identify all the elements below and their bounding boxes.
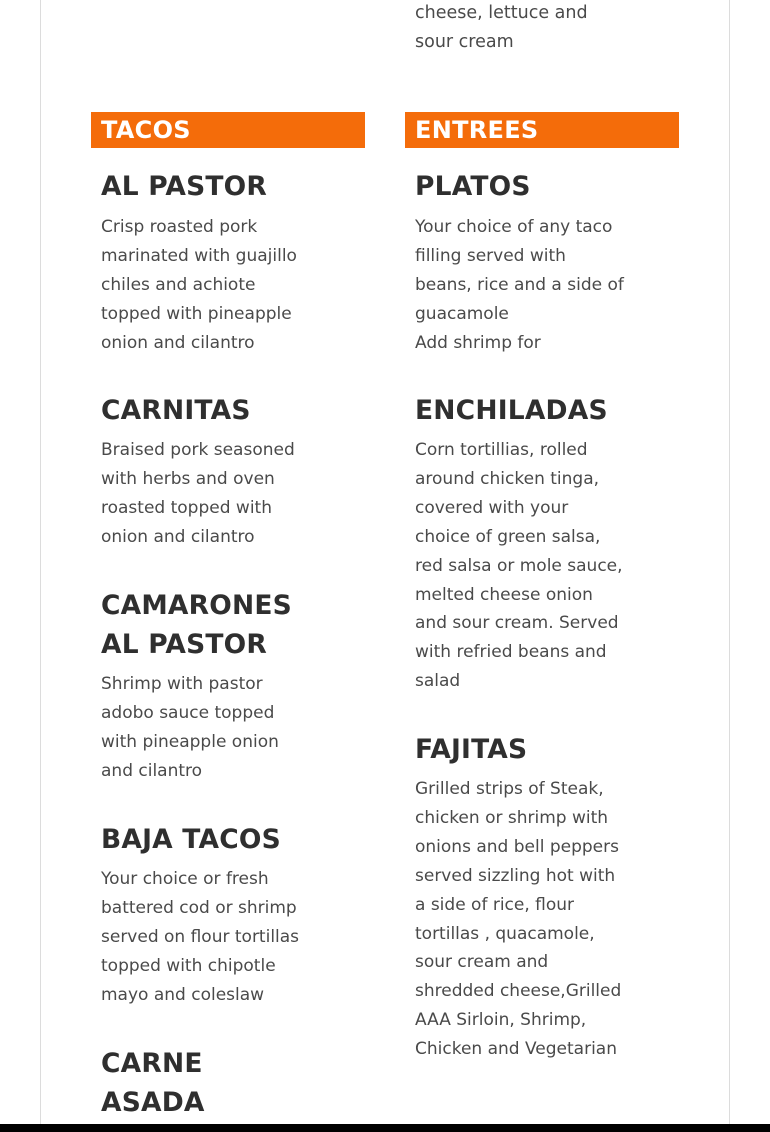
- menu-item-description: Your choice of any taco filling served with beans, rice and a side of guacamole Add shrimp for: [415, 217, 624, 353]
- menu-item-title: AL PASTOR: [101, 171, 268, 202]
- menu-item-title: BAJA TACOS: [101, 824, 281, 855]
- menu-item-title: PLATOS: [415, 171, 531, 202]
- menu-item-description: Shrimp with pastor adobo sauce topped with pineapple onion and cilantro: [101, 674, 279, 781]
- menu-item-description: Braised pork seasoned with herbs and oven roasted topped with onion and cilantro: [101, 440, 295, 547]
- menu-item-title: FAJITAS: [415, 734, 528, 765]
- bottom-bar: [0, 1124, 770, 1132]
- menu-item-description: Crisp roasted pork marinated with guajillo chiles and achiote topped with pineapple onion and cilantro: [101, 217, 297, 353]
- menu-item-description: Grilled strips of Steak, chicken or shrimp with onions and bell peppers served sizzling hot with a side of rice, flour tortillas , quacamole, sour cream and shredded cheese,Grilled AAA Sirloin, Shrimp, Chicken and Vegetarian: [415, 779, 622, 1060]
- previous-item-description: cheese, lettuce and sour cream: [415, 3, 588, 52]
- menu-item-title: ENCHILADAS: [415, 395, 608, 426]
- entrees-section-header: ENTREES: [405, 112, 679, 148]
- menu-item-description: Your choice or fresh battered cod or shrimp served on flour tortillas topped with chipotle mayo and coleslaw: [101, 869, 300, 1005]
- menu-item-title: CARNE ASADA: [101, 1048, 205, 1118]
- tacos-section-header: TACOS: [91, 112, 365, 148]
- page-border-right: [729, 0, 730, 1124]
- menu-item-title: CARNITAS: [101, 395, 251, 426]
- menu-item-title: CAMARONES AL PASTOR: [101, 590, 292, 660]
- page-border-left: [40, 0, 41, 1124]
- menu-item-description: Corn tortillias, rolled around chicken tinga, covered with your choice of green salsa, red salsa or mole sauce, melted cheese onion and sour cream. Served with refried beans and salad: [415, 440, 623, 692]
